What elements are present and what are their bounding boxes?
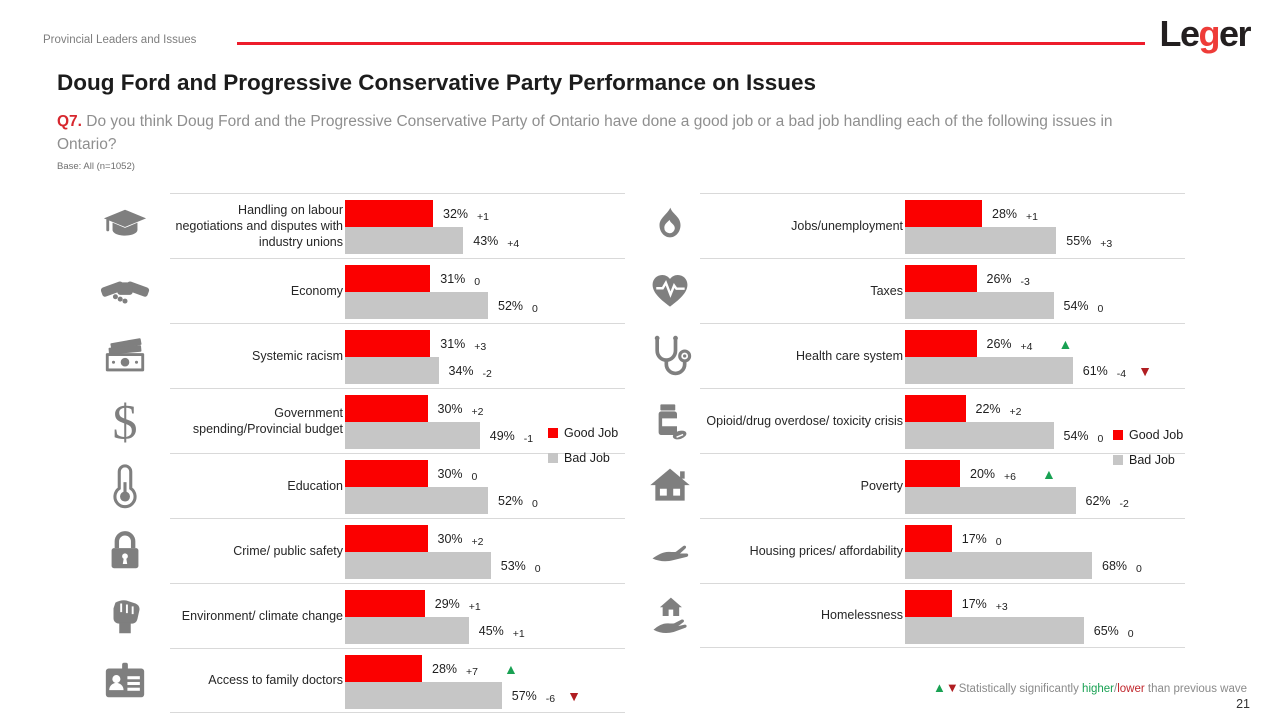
bad-job-change: 0 bbox=[532, 497, 538, 510]
legend-good-job: Good Job bbox=[1113, 428, 1183, 441]
bad-job-value: 49% bbox=[489, 428, 515, 443]
bad-job-bar bbox=[905, 357, 1073, 384]
bad-job-value: 52% bbox=[498, 298, 524, 313]
good-job-swatch-icon bbox=[548, 428, 558, 438]
issue-label: Taxes bbox=[870, 283, 903, 298]
good-job-change: +1 bbox=[468, 600, 481, 613]
bad-job-value: 55% bbox=[1066, 233, 1092, 248]
bad-job-bar bbox=[345, 617, 469, 644]
bar-group bbox=[905, 584, 1185, 647]
bad-job-change: 0 bbox=[532, 302, 538, 315]
good-job-bar bbox=[345, 590, 425, 617]
good-job-value: 17% bbox=[961, 596, 987, 611]
bad-job-value: 45% bbox=[478, 623, 504, 638]
bar-group bbox=[345, 584, 625, 648]
bad-job-change: -2 bbox=[1119, 497, 1129, 510]
issue-row bbox=[80, 518, 625, 583]
good-job-swatch-icon bbox=[1113, 430, 1123, 440]
good-job-bar bbox=[905, 460, 960, 487]
good-job-bar bbox=[905, 525, 952, 552]
good-job-bar bbox=[345, 395, 428, 422]
issue-label: Poverty bbox=[860, 478, 903, 493]
good-job-change: -3 bbox=[1020, 275, 1030, 288]
footnote-text: Statistically significantly bbox=[958, 683, 1083, 695]
bad-job-change: -2 bbox=[482, 367, 492, 380]
good-job-value: 30% bbox=[437, 466, 463, 481]
bad-job-bar bbox=[345, 292, 488, 319]
good-job-change: +2 bbox=[1009, 405, 1022, 418]
bar-group bbox=[345, 194, 625, 258]
bad-job-bar bbox=[345, 487, 488, 514]
bar-group bbox=[905, 259, 1185, 323]
logo-text: Le bbox=[1159, 13, 1199, 54]
bad-job-value: 62% bbox=[1085, 493, 1111, 508]
significance-indicator bbox=[504, 662, 518, 676]
issue-row bbox=[80, 323, 625, 388]
hand-icon bbox=[640, 518, 700, 583]
issue-label: Education bbox=[287, 478, 343, 493]
issue-row bbox=[80, 583, 625, 648]
good-job-bar bbox=[905, 590, 952, 617]
bad-job-value: 34% bbox=[448, 363, 474, 378]
good-job-bar bbox=[905, 265, 977, 292]
good-job-bar bbox=[905, 330, 977, 357]
handshake-icon bbox=[80, 258, 170, 323]
bad-job-swatch-icon bbox=[1113, 455, 1123, 465]
bad-job-bar bbox=[345, 357, 439, 384]
bad-job-bar bbox=[345, 422, 480, 449]
bar-group bbox=[905, 194, 1185, 258]
good-job-value: 31% bbox=[440, 271, 466, 286]
down-triangle-icon: ▼ bbox=[945, 680, 959, 695]
issue-row bbox=[640, 583, 1185, 648]
good-job-value: 28% bbox=[432, 661, 458, 676]
bad-job-change: 0 bbox=[1097, 302, 1104, 315]
good-job-change: 0 bbox=[471, 470, 478, 483]
bad-job-change: +3 bbox=[1100, 237, 1113, 250]
bar-group bbox=[345, 649, 625, 712]
issue-row bbox=[80, 453, 625, 518]
bad-job-value: 61% bbox=[1082, 363, 1108, 378]
issue-label: Jobs/unemployment bbox=[791, 218, 903, 233]
significance-indicator bbox=[1059, 337, 1073, 351]
up-triangle-icon: ▲ bbox=[932, 680, 946, 695]
legend-good-job: Good Job bbox=[548, 426, 618, 439]
issue-row bbox=[640, 258, 1185, 323]
issue-label: Homelessness bbox=[821, 608, 903, 623]
bad-job-change: -4 bbox=[1116, 367, 1127, 380]
bad-job-bar bbox=[345, 682, 502, 709]
issue-label: Opioid/drug overdose/ toxicity crisis bbox=[706, 413, 903, 428]
footnote-text: than previous wave bbox=[1144, 683, 1247, 695]
bad-job-bar bbox=[905, 617, 1084, 644]
bad-job-value: 53% bbox=[500, 558, 526, 573]
house-in-hand-icon bbox=[640, 583, 700, 648]
leger-logo bbox=[1159, 13, 1250, 55]
good-job-bar bbox=[345, 330, 430, 357]
banknotes-icon bbox=[80, 323, 170, 388]
bad-job-value: 52% bbox=[498, 493, 524, 508]
eyebrow-section-title: Provincial Leaders and Issues bbox=[43, 34, 197, 46]
bad-job-change: +1 bbox=[512, 627, 525, 640]
padlock-icon bbox=[80, 518, 170, 583]
question-number: Q7. bbox=[57, 113, 82, 130]
good-job-bar bbox=[345, 655, 422, 682]
issue-label: Crime/ public safety bbox=[233, 543, 343, 558]
bad-job-bar bbox=[905, 227, 1056, 254]
bar-group bbox=[345, 519, 625, 583]
good-job-value: 30% bbox=[437, 401, 463, 416]
issue-label: Housing prices/ affordability bbox=[749, 543, 903, 558]
bar-group bbox=[905, 324, 1185, 388]
issue-label: Health care system bbox=[796, 348, 903, 363]
good-job-bar bbox=[345, 525, 428, 552]
bad-job-value: 54% bbox=[1063, 298, 1089, 313]
question-body: Do you think Doug Ford and the Progressive Conservative Party of Ontario have done a good job or a bad job handling each of the following issues in Ontario? bbox=[57, 113, 1113, 153]
base-note: Base: All (n=1052) bbox=[57, 161, 135, 172]
svg-text:$: $ bbox=[112, 395, 138, 446]
bar-group bbox=[345, 259, 625, 323]
legend-left bbox=[548, 426, 618, 476]
issue-label: Economy bbox=[290, 283, 343, 298]
issue-label: Systemic racism bbox=[252, 348, 343, 363]
good-job-change: +1 bbox=[1026, 210, 1039, 223]
house-icon bbox=[640, 453, 700, 518]
medicine-bottle-icon bbox=[640, 388, 700, 453]
bar-group bbox=[905, 519, 1185, 583]
good-job-change: +1 bbox=[477, 210, 490, 223]
header-rule bbox=[237, 42, 1145, 45]
bad-job-swatch-icon bbox=[548, 453, 558, 463]
good-job-bar bbox=[905, 200, 982, 227]
good-job-change: +2 bbox=[471, 535, 484, 548]
good-job-value: 31% bbox=[440, 336, 466, 351]
issue-label: Government spending/Provincial budget bbox=[192, 405, 343, 436]
good-job-value: 26% bbox=[986, 271, 1012, 286]
bar-group bbox=[345, 324, 625, 388]
bad-job-value: 68% bbox=[1102, 558, 1128, 573]
good-job-value: 29% bbox=[434, 596, 460, 611]
legend-right bbox=[1113, 428, 1183, 478]
significance-indicator bbox=[567, 689, 581, 703]
logo-text-red: g bbox=[1198, 13, 1219, 54]
thermometer-icon bbox=[80, 453, 170, 518]
legend-bad-job: Bad Job bbox=[1113, 453, 1183, 466]
id-card-icon bbox=[80, 648, 170, 713]
issue-row bbox=[80, 258, 625, 323]
issue-label: Handling on labour negotiations and disputes with industry unions bbox=[175, 202, 343, 250]
significance-indicator bbox=[1042, 467, 1056, 481]
bad-job-value: 54% bbox=[1063, 428, 1089, 443]
bad-job-bar bbox=[905, 487, 1076, 514]
good-job-change: +3 bbox=[474, 340, 487, 353]
issue-label: Access to family doctors bbox=[208, 673, 343, 688]
footnote-higher: higher bbox=[1082, 683, 1115, 695]
good-job-value: 32% bbox=[443, 206, 469, 221]
raised-fist-icon bbox=[80, 583, 170, 648]
issue-row bbox=[80, 193, 625, 258]
footnote-lower: lower bbox=[1117, 683, 1145, 695]
issue-row bbox=[640, 518, 1185, 583]
significance-indicator bbox=[1138, 364, 1152, 378]
good-job-bar bbox=[345, 460, 428, 487]
graduation-cap-icon bbox=[80, 193, 170, 258]
page-title: Doug Ford and Progressive Conservative Party Performance on Issues bbox=[57, 70, 817, 95]
bad-job-change: 0 bbox=[1097, 432, 1104, 445]
good-job-value: 30% bbox=[437, 531, 463, 546]
heart-pulse-icon bbox=[640, 258, 700, 323]
bad-job-change: +4 bbox=[507, 237, 520, 250]
good-job-change: 0 bbox=[995, 535, 1002, 548]
question-text bbox=[57, 110, 1142, 156]
bad-job-value: 65% bbox=[1093, 623, 1119, 638]
bad-job-change: -6 bbox=[545, 692, 556, 705]
left-chart-column bbox=[80, 193, 625, 713]
logo-text: er bbox=[1218, 13, 1250, 54]
good-job-bar bbox=[345, 265, 430, 292]
bad-job-change: -1 bbox=[523, 432, 534, 445]
bad-job-change: 0 bbox=[534, 562, 541, 575]
good-job-value: 17% bbox=[961, 531, 987, 546]
bad-job-bar bbox=[345, 552, 491, 579]
footnote-separator: / bbox=[1114, 683, 1118, 695]
good-job-bar bbox=[905, 395, 966, 422]
bad-job-change: 0 bbox=[1136, 562, 1142, 575]
good-job-change: +3 bbox=[995, 600, 1008, 613]
issue-row bbox=[640, 388, 1185, 453]
page-number: 21 bbox=[1236, 697, 1250, 711]
good-job-change: +2 bbox=[471, 405, 484, 418]
good-job-bar bbox=[345, 200, 433, 227]
good-job-change: +6 bbox=[1004, 470, 1017, 483]
good-job-value: 28% bbox=[992, 206, 1018, 221]
issue-row bbox=[640, 323, 1185, 388]
dollar-sign-icon bbox=[80, 388, 170, 453]
significance-footnote bbox=[933, 680, 1247, 695]
good-job-value: 22% bbox=[975, 401, 1001, 416]
good-job-change: +7 bbox=[466, 665, 479, 678]
good-job-change: +4 bbox=[1020, 340, 1033, 353]
issue-row bbox=[80, 388, 625, 453]
good-job-change: 0 bbox=[474, 275, 481, 288]
issue-row bbox=[640, 453, 1185, 518]
issue-row bbox=[640, 193, 1185, 258]
bad-job-bar bbox=[345, 227, 463, 254]
legend-bad-job: Bad Job bbox=[548, 451, 618, 464]
good-job-value: 26% bbox=[986, 336, 1012, 351]
right-chart-column bbox=[640, 193, 1185, 648]
bad-job-bar bbox=[905, 422, 1054, 449]
bad-job-value: 57% bbox=[511, 688, 537, 703]
bad-job-bar bbox=[905, 292, 1054, 319]
stethoscope-icon bbox=[640, 323, 700, 388]
flame-icon bbox=[640, 193, 700, 258]
bad-job-value: 43% bbox=[473, 233, 499, 248]
good-job-value: 20% bbox=[970, 466, 996, 481]
bad-job-bar bbox=[905, 552, 1092, 579]
issue-label: Environment/ climate change bbox=[181, 608, 343, 623]
issue-row bbox=[80, 648, 625, 713]
bad-job-change: 0 bbox=[1127, 627, 1134, 640]
